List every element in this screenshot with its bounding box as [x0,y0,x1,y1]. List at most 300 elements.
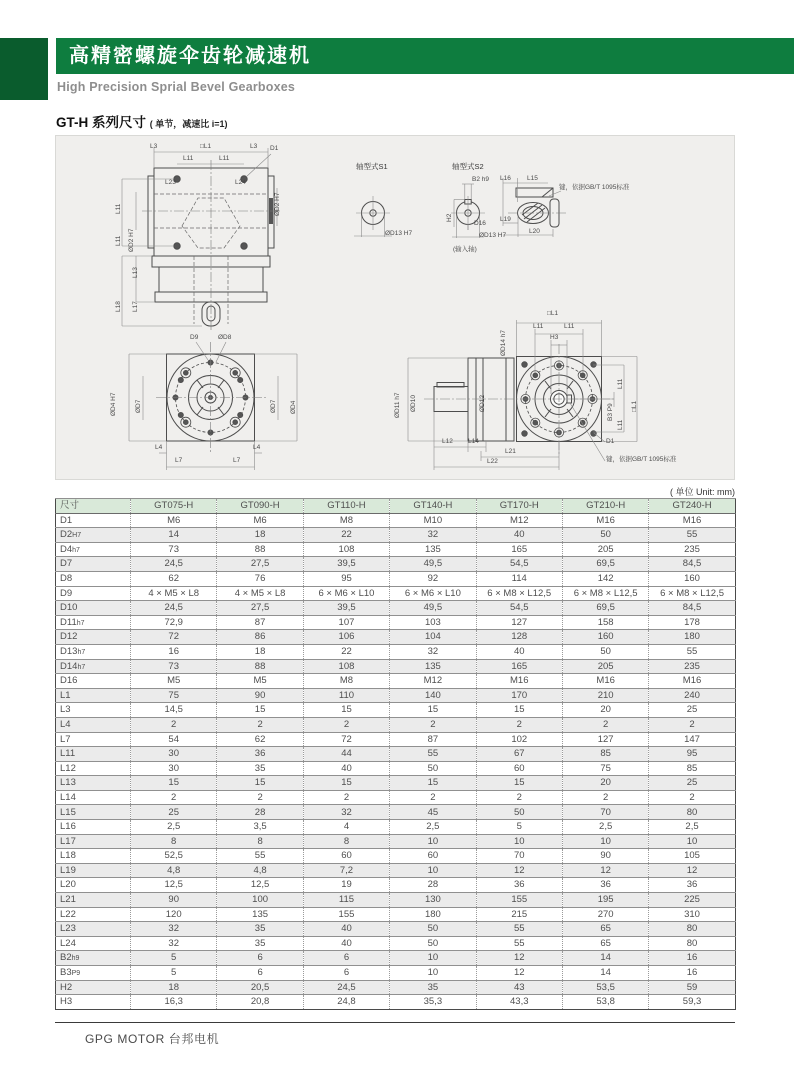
dimension-value: 35,3 [390,995,476,1010]
dimension-value: 72 [303,732,389,747]
dimension-value: 22 [303,644,389,659]
dimension-label: □L1 [631,400,638,412]
dimension-value: 110 [303,688,389,703]
dimension-value: 135 [217,907,303,922]
column-header: GT075-H [131,499,217,514]
dimension-value: 35 [217,761,303,776]
dimension-value: 35 [390,980,476,995]
dimension-value: 28 [217,805,303,820]
table-row [56,644,736,659]
dimension-value: 158 [562,615,648,630]
unit-note: ( 单位 Unit: mm) [670,487,735,497]
dimension-value: 12,5 [131,878,217,893]
dimension-label: L3 [150,143,158,150]
table-row [56,761,736,776]
dimension-value: 65 [562,936,648,951]
dimension-label: L12 [442,438,453,445]
dimension-value: 59 [649,980,735,995]
dimension-value: 60 [390,849,476,864]
dimension-value: 49,5 [390,557,476,572]
dimension-value: 135 [390,659,476,674]
dimension-value: 103 [390,615,476,630]
dimension-value: 6 [217,951,303,966]
dimension-value: 14 [562,951,648,966]
dimension-label: L18 [115,301,122,312]
dimension-value: 55 [476,936,562,951]
dimension-label: ØD10 [410,395,417,412]
dimension-value: 16 [649,966,735,981]
dimension-label: L21 [505,448,516,455]
table-row [56,980,736,995]
dimension-value: 10 [562,834,648,849]
row-label: L22 [56,907,131,922]
dimension-value: 36 [562,878,648,893]
dimension-value: 60 [303,849,389,864]
dimension-value: 84,5 [649,557,735,572]
dimension-value: 30 [131,761,217,776]
dimension-value: 195 [562,893,648,908]
dimension-value: 6 × M6 × L10 [303,586,389,601]
dimension-value: 50 [476,805,562,820]
dimension-value: 54,5 [476,601,562,616]
dimension-value: 88 [217,659,303,674]
dimension-value: 90 [217,688,303,703]
row-label: L17 [56,834,131,849]
row-label: D11h7 [56,615,131,630]
dimension-value: 155 [303,907,389,922]
table-row [56,922,736,937]
dimension-value: 20,8 [217,995,303,1010]
dimension-value: 2 [131,790,217,805]
row-label: D8 [56,571,131,586]
column-header: GT210-H [562,499,648,514]
dimension-value: 25 [649,776,735,791]
dimension-value: 55 [390,747,476,762]
dimension-value: 135 [390,542,476,557]
row-label: L7 [56,732,131,747]
dimension-value: 2 [562,790,648,805]
dimension-value: 25 [649,703,735,718]
dimension-value: 127 [562,732,648,747]
dimension-value: 15 [390,703,476,718]
dimension-value: 6 × M8 × L12,5 [649,586,735,601]
dimension-value: 107 [303,615,389,630]
dimension-value: 95 [649,747,735,762]
dimension-value: 55 [217,849,303,864]
dimension-label: L7 [233,457,241,464]
dimension-value: 10 [476,834,562,849]
dimension-value: 16 [131,644,217,659]
dimension-value: M16 [476,674,562,689]
dimension-label: L16 [500,175,511,182]
dimension-value: 15 [131,776,217,791]
table-row [56,717,736,732]
dimension-value: M6 [217,513,303,528]
dimension-label: L11 [183,155,194,162]
dimension-value: 43 [476,980,562,995]
dimension-value: 7,2 [303,863,389,878]
input-side-view [434,358,514,441]
dimension-value: 32 [303,805,389,820]
dimension-label: ØD14 h7 [500,329,507,356]
dimension-value: 39,5 [303,601,389,616]
dimension-value: 2,5 [649,820,735,835]
dimension-value: 225 [649,893,735,908]
dimension-value: 12 [476,966,562,981]
dimension-value: 128 [476,630,562,645]
table-row [56,820,736,835]
table-row [56,907,736,922]
dimension-value: 235 [649,542,735,557]
dimension-value: 24,5 [303,980,389,995]
dimension-value: 2 [217,790,303,805]
table-row [56,542,736,557]
dimension-value: 80 [649,936,735,951]
dimension-value: 4 [303,820,389,835]
dimension-label: L11 [219,155,230,162]
dimension-value: 15 [476,776,562,791]
dimension-value: 114 [476,571,562,586]
table-row [56,951,736,966]
dimension-value: M16 [562,674,648,689]
dimension-value: 39,5 [303,557,389,572]
dimension-value: 50 [390,761,476,776]
section-title: GT-H 系列尺寸 [56,115,146,130]
table-row [56,776,736,791]
dimension-label: L7 [175,457,183,464]
technical-drawings [56,136,736,481]
table-row [56,674,736,689]
dimension-value: 16,3 [131,995,217,1010]
dimension-label: ØD2 H7 [274,192,281,216]
dimension-value: 100 [217,893,303,908]
dimension-value: 49,5 [390,601,476,616]
dimension-value: 90 [131,893,217,908]
dimension-label: ØD12 [479,395,486,412]
dimension-value: 18 [217,644,303,659]
table-row [56,849,736,864]
dimension-value: 40 [303,936,389,951]
dimension-value: 73 [131,659,217,674]
dimension-value: 235 [649,659,735,674]
table-row [56,747,736,762]
dimension-value: 20 [562,776,648,791]
dimension-value: 4,8 [131,863,217,878]
dimension-value: 95 [303,571,389,586]
table-row [56,688,736,703]
dimension-value: 65 [562,922,648,937]
dimension-value: M16 [562,513,648,528]
dimension-value: 108 [303,659,389,674]
banner-accent-block [0,38,48,100]
row-label: L23 [56,922,131,937]
dimension-value: 55 [476,922,562,937]
dimension-value: 85 [562,747,648,762]
technical-drawing-panel [55,135,735,480]
dimension-label: D1 [270,145,279,152]
dimension-value: M8 [303,674,389,689]
table-row [56,878,736,893]
row-label: H3 [56,995,131,1010]
table-row [56,601,736,616]
dimension-value: 84,5 [649,601,735,616]
dimension-value: 4 × M5 × L8 [217,586,303,601]
row-label: L4 [56,717,131,732]
dimension-value: 44 [303,747,389,762]
table-row [56,936,736,951]
dimension-value: 4 × M5 × L8 [131,586,217,601]
dimension-value: 5 [131,951,217,966]
dimension-value: 6 × M8 × L12,5 [562,586,648,601]
dimension-value: 5 [476,820,562,835]
table-row [56,528,736,543]
dimension-value: 6 × M6 × L10 [390,586,476,601]
dimension-value: 18 [131,980,217,995]
dimension-value: 12 [562,863,648,878]
dimension-label: H3 [550,334,559,341]
dimension-value: 18 [217,528,303,543]
dimension-value: 10 [390,966,476,981]
dimension-value: 27,5 [217,557,303,572]
dimension-value: 147 [649,732,735,747]
dimension-value: 24,5 [131,557,217,572]
dimension-value: 88 [217,542,303,557]
row-label: D14h7 [56,659,131,674]
row-label: L16 [56,820,131,835]
table-row [56,586,736,601]
table-row [56,834,736,849]
dimension-label: D9 [190,334,199,341]
dimension-value: 14 [131,528,217,543]
dimension-label: (输入轴) [453,246,477,253]
row-label: B3P9 [56,966,131,981]
dimension-value: M16 [649,513,735,528]
dimension-value: 2 [303,790,389,805]
dimension-value: 36 [476,878,562,893]
dimension-value: 55 [649,528,735,543]
dimension-value: 120 [131,907,217,922]
dimension-value: 72 [131,630,217,645]
row-label: D16 [56,674,131,689]
dimension-value: 24,5 [131,601,217,616]
dimension-label: B2 h9 [472,176,489,183]
dimension-value: 30 [131,747,217,762]
dimension-value: 87 [217,615,303,630]
dimension-value: 62 [217,732,303,747]
dimension-value: 2 [562,717,648,732]
dimension-value: 72,9 [131,615,217,630]
dimension-value: 130 [390,893,476,908]
dimension-value: 73 [131,542,217,557]
column-header: GT090-H [217,499,303,514]
dimension-value: 8 [131,834,217,849]
dimension-value: 85 [649,761,735,776]
dimension-value: 2 [217,717,303,732]
dimension-value: 178 [649,615,735,630]
row-label: D9 [56,586,131,601]
dimension-value: 25 [131,805,217,820]
dimension-label: L23 [165,179,176,186]
dimension-value: 12 [476,863,562,878]
dimension-value: 80 [649,922,735,937]
row-label: D2H7 [56,528,131,543]
row-label: L21 [56,893,131,908]
dimension-value: 35 [217,922,303,937]
table-row [56,893,736,908]
dimension-label: ØD4 H7 [110,392,117,416]
dimension-label: L4 [155,444,163,451]
dimension-value: 22 [303,528,389,543]
dimension-value: 54,5 [476,557,562,572]
dimension-value: 210 [562,688,648,703]
dimension-label: L14 [468,438,479,445]
dimension-value: 2,5 [131,820,217,835]
dimension-value: 106 [303,630,389,645]
dimension-value: 2 [131,717,217,732]
dimension-value: 2 [649,790,735,805]
dimension-value: 80 [649,805,735,820]
dimension-label: L20 [529,228,540,235]
dimension-value: 12,5 [217,878,303,893]
dimension-value: 35 [217,936,303,951]
dimension-value: 2 [390,717,476,732]
dimension-label: □L1 [200,143,212,150]
dimension-value: 32 [390,528,476,543]
dimension-value: 19 [303,878,389,893]
dimension-value: 32 [390,644,476,659]
dimension-value: 43,3 [476,995,562,1010]
dimension-value: M10 [390,513,476,528]
dimension-label: ØD7 [135,399,142,413]
dimension-value: 6 [217,966,303,981]
banner-title: 高精密螺旋伞齿轮减速机 [56,38,794,74]
dimension-value: 8 [217,834,303,849]
row-label: L3 [56,703,131,718]
dimension-label: □L1 [547,310,559,317]
dimension-value: 70 [476,849,562,864]
dimension-label: L4 [253,444,261,451]
dimension-value: 28 [390,878,476,893]
table-row [56,659,736,674]
dimension-value: 160 [562,630,648,645]
table-row [56,863,736,878]
row-label: L12 [56,761,131,776]
dimension-value: 20,5 [217,980,303,995]
row-label: L14 [56,790,131,805]
dimension-value: 8 [303,834,389,849]
dimension-value: 75 [562,761,648,776]
dimension-label: L22 [487,458,498,465]
dimension-value: 155 [476,893,562,908]
footer-divider [55,1022,735,1023]
dimension-value: 10 [390,863,476,878]
banner-subtitle: High Precision Sprial Bevel Gearboxes [57,80,296,94]
table-row [56,966,736,981]
table-row [56,615,736,630]
dimension-value: 165 [476,542,562,557]
row-label: L15 [56,805,131,820]
dimension-value: 36 [217,747,303,762]
dimension-value: 5 [131,966,217,981]
key-detail-view [516,188,559,227]
row-label: L24 [56,936,131,951]
dimension-value: 205 [562,659,648,674]
dimension-value: M16 [649,674,735,689]
dimension-label: L11 [533,323,544,330]
table-row [56,995,736,1010]
dimension-value: M6 [131,513,217,528]
dimension-value: 15 [476,703,562,718]
dimension-label: L3 [250,143,258,150]
dimension-value: 15 [390,776,476,791]
dimension-label: L17 [132,301,139,312]
row-label: L13 [56,776,131,791]
row-label: D1 [56,513,131,528]
table-row [56,513,736,528]
dimension-value: 32 [131,936,217,951]
dimension-value: 20 [562,703,648,718]
dimension-value: 87 [390,732,476,747]
dimension-value: 6 [303,966,389,981]
dimension-value: 59,3 [649,995,735,1010]
dimension-value: 86 [217,630,303,645]
dimension-value: 10 [390,834,476,849]
dimension-label: ØD8 [218,334,232,341]
dimension-value: 15 [303,776,389,791]
dimension-value: 27,5 [217,601,303,616]
column-header: GT110-H [303,499,389,514]
dimension-value: 69,5 [562,601,648,616]
row-label: L20 [56,878,131,893]
dimension-value: 52,5 [131,849,217,864]
dimension-label: L15 [527,175,538,182]
dimension-value: 50 [562,528,648,543]
row-label: B2h9 [56,951,131,966]
dimension-value: 16 [649,951,735,966]
dimension-value: 2 [649,717,735,732]
table-row [56,571,736,586]
row-label: H2 [56,980,131,995]
column-header: GT170-H [476,499,562,514]
dimension-value: 69,5 [562,557,648,572]
dimension-value: 32 [131,922,217,937]
row-label: D12 [56,630,131,645]
dimension-value: 6 × M8 × L12,5 [476,586,562,601]
dimension-label: ØD2 H7 [128,228,135,252]
dimension-value: 2,5 [390,820,476,835]
dimension-value: M12 [390,674,476,689]
dimension-value: 75 [131,688,217,703]
dimension-value: 2 [303,717,389,732]
table-row [56,790,736,805]
dimension-table [55,498,736,1010]
table-body [56,513,736,1009]
drawing-view-title: 轴型式S1 [356,162,388,171]
dimension-value: 2 [476,790,562,805]
dimension-value: 50 [562,644,648,659]
dimension-value: 53,5 [562,980,648,995]
dimension-value: 170 [476,688,562,703]
dimension-value: 36 [649,878,735,893]
dimension-label: L13 [132,267,139,278]
dimension-label: ØD13 H7 [385,230,413,237]
row-label: L18 [56,849,131,864]
section-heading [56,111,228,131]
dimension-value: 270 [562,907,648,922]
dimension-value: 45 [390,805,476,820]
table-row [56,557,736,572]
dimension-value: 40 [476,644,562,659]
